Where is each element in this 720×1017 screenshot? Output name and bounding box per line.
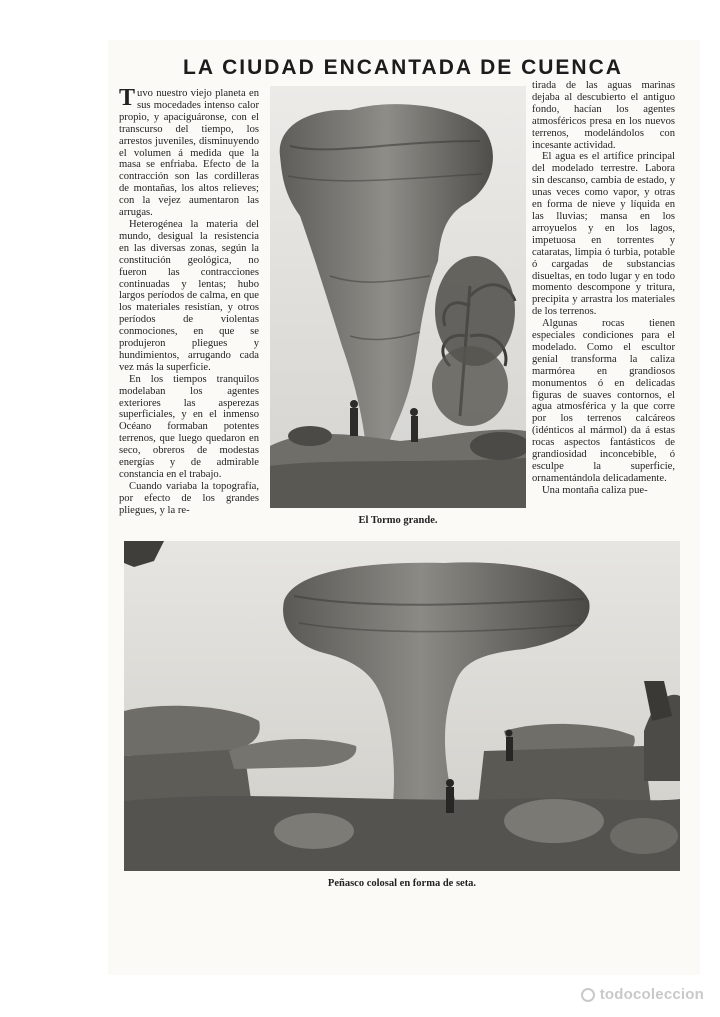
paragraph-8: Una montaña caliza pue- [542, 484, 648, 496]
caption-penasco-seta: Peñasco colosal en forma de seta. [327, 878, 477, 889]
article-title: LA CIUDAD ENCANTADA DE CUENCA [183, 56, 623, 79]
paragraph-6: El agua es el artífice principal del modelado terrestre. Labora sin descanso, cambia de estado, y unas veces como vapor, y otras en forma de nieve y líquida en las lluvias; mansa en los arroyuelos y en los lagos, impetuosa en torrentes y cataratas, limpia ó turbia, potable ó cargadas de substancias disueltas, en todo lugar y en todo momento descompone y tritura, precipita y arrastra los materiales de los terrenos. [532, 151, 675, 318]
watermark [581, 986, 704, 1003]
paragraph-1: Tuvo nuestro viejo planeta en sus mocedades intenso calor propio, y apaciguáronse, con el transcurso del tiempo, los arrestos juveniles, disminuyendo el volumen á medida que la masa se enfriaba. Efecto de la contracción son las cordilleras de montañas, los altos relieves; con la vejez aumentaron las arrugas. [119, 85, 259, 219]
photo-tormo-grande [270, 86, 526, 508]
paragraph-5: tirada de las aguas marinas dejaba al descubierto el antiguo fondo, hacían los agentes atmosféricos presa en los nuevos terrenos, modelándolos con incesante actividad. [532, 80, 675, 151]
penasco-seta-image [124, 541, 680, 871]
paragraph-2: Heterogénea la materia del mundo, desigual la resistencia en las diversas zonas, según la constitución geológica, no fueron las contracciones continuadas y lentas; hubo largos períodos de calma, en que los materiales resistían, y otros períodos de violentas conmociones, en que se produjeron pliegues y hundimientos, arrugando cada vez más la superficie. [119, 218, 259, 373]
caption-tormo-grande: El Tormo grande. [358, 515, 438, 526]
paragraph-4: Cuando variaba la topografía, por efecto de los grandes pliegues, y la re- [119, 480, 259, 516]
photo-penasco-seta [124, 541, 680, 871]
drop-cap: T [119, 85, 136, 111]
paragraph-7: Algunas rocas tienen especiales condiciones para el modelado. Como el escultor genial transforma la caliza marmórea en grandiosos monumentos ó en delicadas figuras de suaves contornos, el agua atmosférica y la que corre por los terrenos calcáreos (idénticos al mármol) da á estas rocas aspectos fantásticos de grandiosidad inconcebible, ó esculpe la superficie, ornamentándola delicadamente. [532, 318, 675, 484]
right-text-column [532, 80, 675, 497]
tormo-grande-image [270, 86, 526, 508]
paragraph-3: En los tiempos tranquilos modelaban los agentes exteriores las asperezas superficiales, y en el inmenso Océano formaban potentes terrenos, que luego quedaron en seco, obreros de modestas energías y de admirable constancia en el trabajo. [119, 373, 259, 480]
watermark-text: todocoleccion [599, 986, 704, 1003]
left-text-column [119, 85, 259, 517]
watermark-logo-icon [581, 988, 595, 1002]
